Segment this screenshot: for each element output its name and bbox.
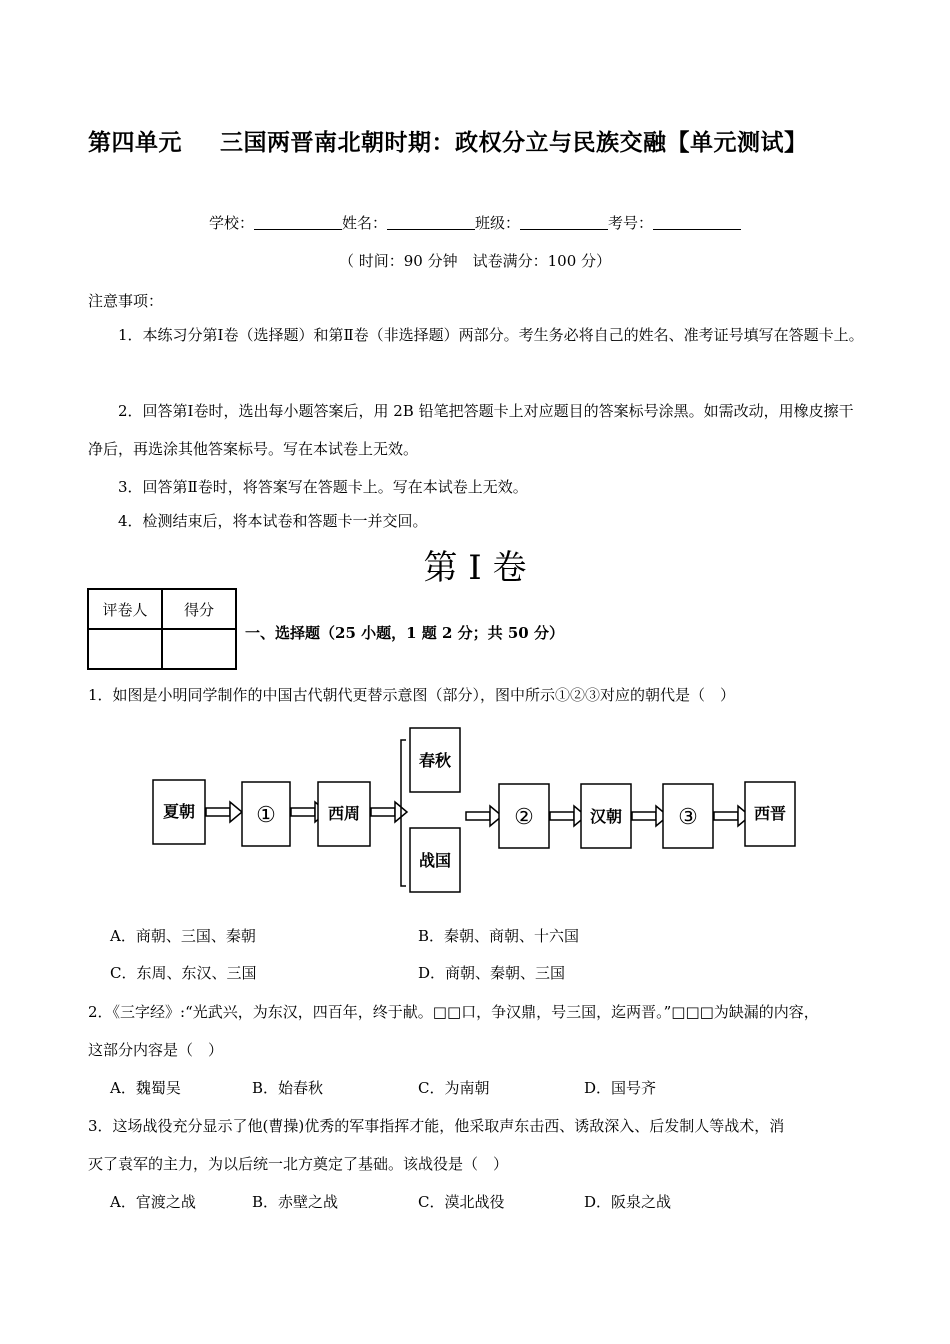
time-note: （ 时间：90 分钟 试卷满分：100 分） bbox=[338, 252, 612, 270]
question-1-stem: 1．如图是小明同学制作的中国古代朝代更替示意图（部分），图中所示①②③对应的朝代是（ ） bbox=[88, 686, 736, 704]
diagram-arrow-1 bbox=[206, 802, 242, 822]
page-title bbox=[88, 124, 808, 157]
q2-option-c[interactable]: C．为南朝 bbox=[418, 1079, 490, 1097]
diagram-label-chunqiu: 春秋 bbox=[418, 751, 452, 770]
unit-topic: 三国两晋南北朝时期：政权分立与民族交融【单元测试】 bbox=[220, 129, 808, 156]
notice-item-4: 4．检测结束后，将本试卷和答题卡一并交回。 bbox=[118, 512, 428, 530]
dynasty-diagram bbox=[0, 720, 950, 900]
question-3-stem-line1: 3．这场战役充分显示了他(曹操)优秀的军事指挥才能，他采取声东击西、诱敌深入、后发制人等战术，消 bbox=[88, 1117, 785, 1135]
notice-item-1: 1．本练习分第Ⅰ卷（选择题）和第Ⅱ卷（非选择题）两部分。考生务必将自己的姓名、准考证号填写在答题卡上。 bbox=[118, 326, 864, 344]
diagram-label-3: ③ bbox=[678, 805, 698, 830]
question-3-stem-line2: 灭了袁军的主力，为以后统一北方奠定了基础。该战役是（ ） bbox=[88, 1155, 509, 1173]
q3-option-b[interactable]: B．赤壁之战 bbox=[252, 1193, 339, 1211]
q3-option-a[interactable]: A．官渡之战 bbox=[110, 1193, 196, 1211]
question-2-stem-line1: 2．《三字经》:“光武兴，为东汉，四百年，终于献。□□口，争汉鼎，号三国，迄两晋。”□□□为缺漏的内容， bbox=[88, 1003, 819, 1021]
q1-option-d[interactable]: D．商朝、秦朝、三国 bbox=[418, 964, 566, 982]
q2-option-b[interactable]: B．始春秋 bbox=[252, 1079, 324, 1097]
q1-option-b[interactable]: B．秦朝、商朝、十六国 bbox=[418, 927, 580, 945]
section-title: 第 I 卷 bbox=[423, 548, 527, 588]
school-blank[interactable] bbox=[254, 215, 342, 230]
notice-heading: 注意事项： bbox=[88, 292, 164, 310]
q1-option-a[interactable]: A．商朝、三国、秦朝 bbox=[110, 927, 256, 945]
diagram-label-xia: 夏朝 bbox=[162, 802, 196, 821]
q2-option-a[interactable]: A．魏蜀吴 bbox=[110, 1079, 181, 1097]
question-2-stem-line2: 这部分内容是（ ） bbox=[88, 1041, 224, 1059]
score-header: 得分 bbox=[162, 589, 236, 629]
diagram-label-han: 汉朝 bbox=[589, 807, 623, 826]
diagram-label-1: ① bbox=[256, 803, 276, 828]
notice-item-2: 2．回答第Ⅰ卷时，选出每小题答案后，用 2B 铅笔把答题卡上对应题目的答案标号涂黑。如需改动，用橡皮擦干净后，再选涂其他答案标号。写在本试卷上无效。 bbox=[88, 402, 854, 458]
score-cell[interactable] bbox=[162, 629, 236, 669]
name-blank[interactable] bbox=[387, 215, 475, 230]
diagram-label-xizhou: 西周 bbox=[327, 804, 361, 823]
class-blank[interactable] bbox=[520, 215, 608, 230]
grader-header: 评卷人 bbox=[88, 589, 162, 629]
number-blank[interactable] bbox=[653, 215, 741, 230]
grader-cell[interactable] bbox=[88, 629, 162, 669]
diagram-label-zhanguo: 战国 bbox=[418, 851, 452, 870]
q3-option-d[interactable]: D．阪泉之战 bbox=[584, 1193, 672, 1211]
part-title: 一、选择题（25 小题，1 题 2 分；共 50 分） bbox=[245, 624, 564, 642]
student-info-line bbox=[0, 212, 950, 233]
notice-item-3: 3．回答第Ⅱ卷时，将答案写在答题卡上。写在本试卷上无效。 bbox=[118, 478, 528, 496]
q2-option-d[interactable]: D．国号齐 bbox=[584, 1079, 657, 1097]
school-label: 学校： bbox=[208, 214, 254, 232]
q3-option-c[interactable]: C．漠北战役 bbox=[418, 1193, 505, 1211]
diagram-arrow-4 bbox=[466, 806, 502, 826]
score-table bbox=[87, 588, 237, 670]
q1-option-c[interactable]: C．东周、东汉、三国 bbox=[110, 964, 257, 982]
number-label: 考号： bbox=[608, 214, 654, 232]
diagram-label-2: ② bbox=[514, 805, 534, 830]
class-label: 班级： bbox=[475, 214, 521, 232]
name-label: 姓名： bbox=[341, 214, 387, 232]
unit-label: 第四单元 bbox=[88, 129, 182, 156]
diagram-label-xijin: 西晋 bbox=[753, 804, 787, 823]
